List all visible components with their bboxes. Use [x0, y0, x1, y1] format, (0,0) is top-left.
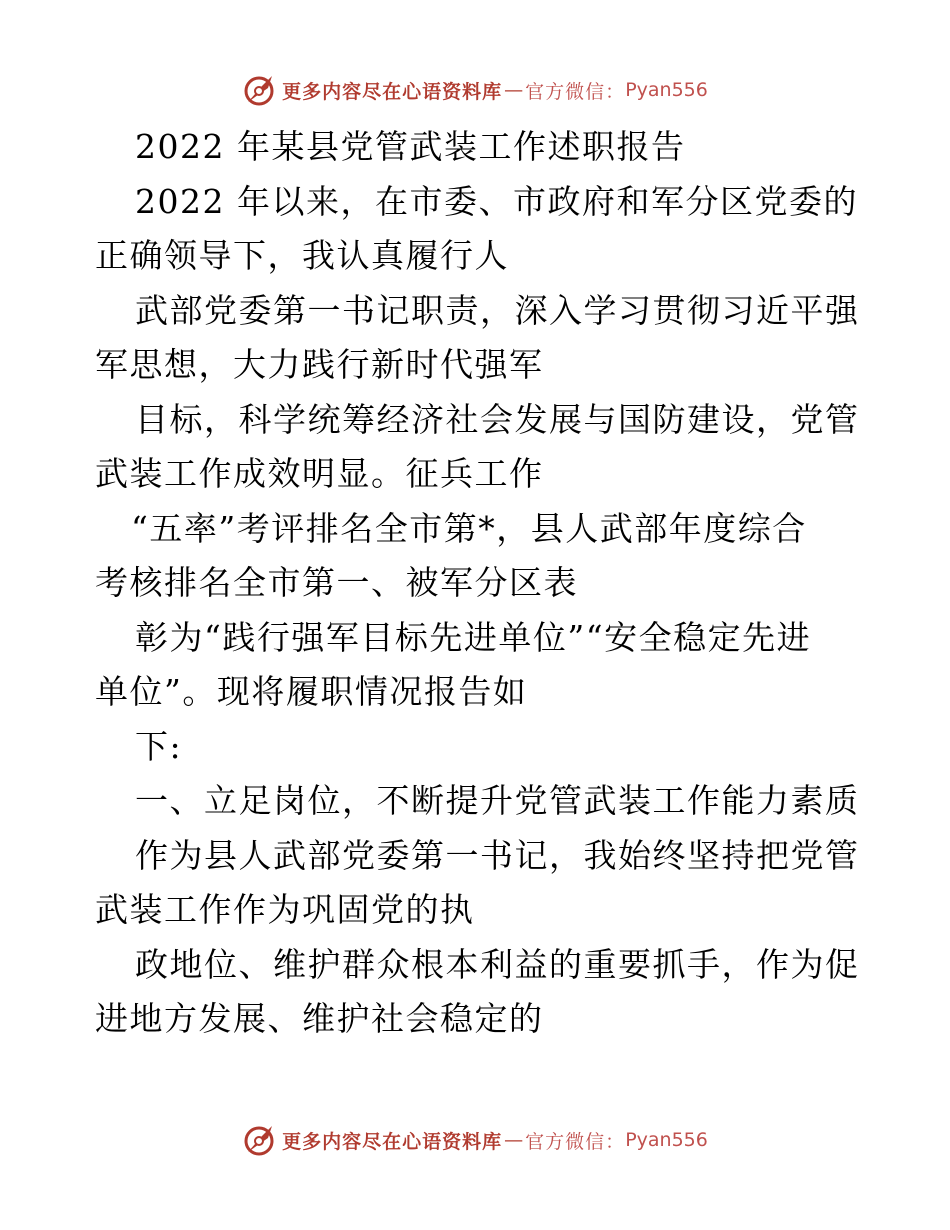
text-line: 进地方发展、维护社会稳定的: [95, 999, 544, 1038]
text-line: 单位”。现将履职情况报告如: [95, 672, 528, 711]
banner-official: 官方微信：: [525, 1130, 626, 1153]
text-line: 目标，科学统筹经济社会发展与国防建设，党管: [135, 399, 860, 439]
text-line: 2022 年以来，在市委、市政府和军分区党委的: [135, 181, 858, 221]
quill-logo-icon: [242, 1122, 278, 1158]
text-line: 武装工作作为巩固党的执: [95, 890, 475, 929]
text-line: 武部党委第一书记职责，深入学习贯彻习近平强: [135, 290, 860, 330]
banner-handle: Pyan556: [625, 1129, 708, 1151]
document-body: [95, 120, 875, 1047]
quill-logo-icon: [242, 72, 278, 108]
text-line: “五率”考评排名全市第*，县人武部年度综合: [131, 508, 807, 548]
banner-official: 官方微信：: [525, 80, 626, 103]
header-watermark: [0, 70, 950, 110]
banner-text: 更多内容尽在心语资料库: [282, 80, 503, 103]
text-line: 彰为“践行强军目标先进单位”“安全稳定先进: [135, 617, 812, 657]
text-line: 正确领导下，我认真履行人: [95, 236, 509, 275]
banner-dash: —: [504, 79, 524, 101]
text-line: 政地位、维护群众根本利益的重要抓手，作为促: [135, 944, 860, 984]
banner-handle: Pyan556: [625, 79, 708, 101]
document-title: 2022 年某县党管武装工作述职报告: [135, 127, 686, 166]
banner-text: 更多内容尽在心语资料库: [282, 1130, 503, 1153]
text-line: 军思想，大力践行新时代强军: [95, 345, 544, 384]
text-line: 武装工作成效明显。征兵工作: [95, 454, 544, 493]
text-line: 作为县人武部党委第一书记，我始终坚持把党管: [135, 835, 860, 875]
text-line: 下:: [135, 726, 183, 766]
section-heading: 一、立足岗位，不断提升党管武装工作能力素质: [135, 781, 860, 820]
text-line: 考核排名全市第一、被军分区表: [95, 563, 578, 602]
banner-dash: —: [504, 1129, 524, 1151]
footer-watermark: [0, 1120, 950, 1160]
